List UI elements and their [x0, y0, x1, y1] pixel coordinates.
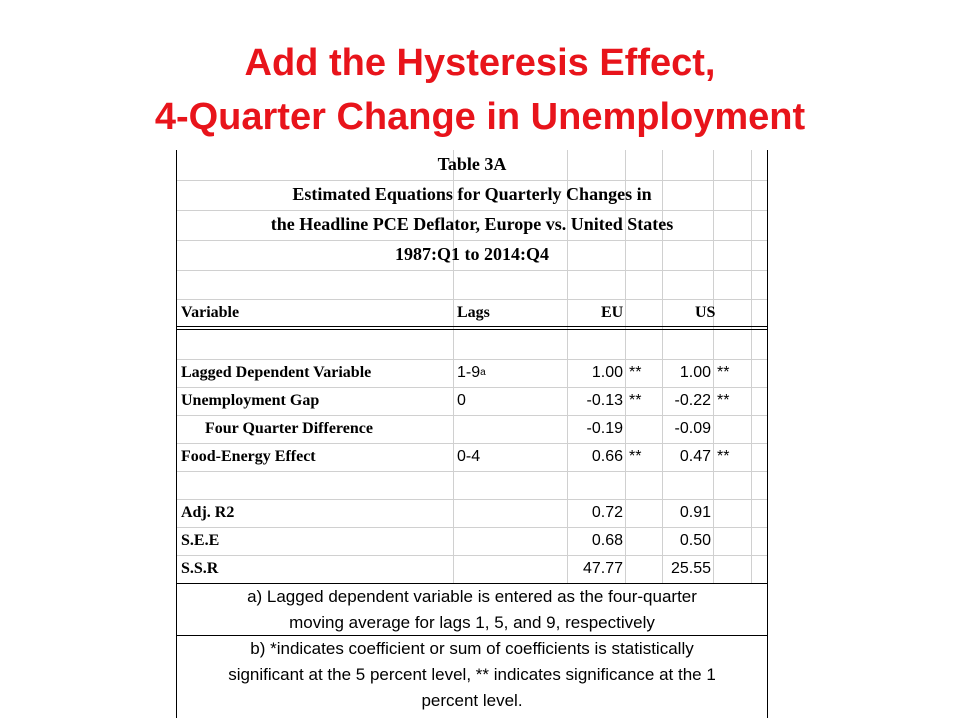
- header-rule-top: [177, 326, 767, 327]
- stat-row: [177, 499, 767, 527]
- stat-eu-value: 47.77: [582, 560, 623, 577]
- row-us-significance: **: [717, 392, 730, 409]
- stat-us-value: 0.50: [679, 532, 711, 549]
- gridline-row: [177, 471, 767, 472]
- gridline-row: [177, 240, 767, 241]
- row-eu-significance: **: [629, 448, 642, 465]
- row-eu-value: -0.19: [586, 420, 623, 437]
- col-header-lags: Lags: [457, 304, 490, 321]
- table-caption: Table 3A: [437, 154, 507, 174]
- footnote-a-line-2: moving average for lags 1, 5, and 9, respectively: [289, 613, 655, 632]
- table-heading-line-1: Estimated Equations for Quarterly Changes in: [292, 184, 652, 204]
- footnote-b-line-2: significant at the 5 percent level, ** indicates significance at the 1: [228, 665, 716, 684]
- regression-table: [176, 150, 768, 718]
- footnote-a: [177, 584, 767, 636]
- row-us-significance: **: [717, 364, 730, 381]
- row-eu-value: 1.00: [591, 364, 623, 381]
- footnote-b: [177, 636, 767, 714]
- row-variable: Unemployment Gap: [181, 392, 320, 409]
- col-header-us: US: [695, 304, 716, 321]
- slide-title: [0, 36, 960, 144]
- footnote-b-line-1: b) *indicates coefficient or sum of coefficients is statistically: [250, 639, 694, 658]
- row-eu-significance: **: [629, 364, 642, 381]
- table-row: [177, 415, 767, 443]
- footnote-a-line-1: a) Lagged dependent variable is entered as the four-quarter: [247, 587, 697, 606]
- stat-us-value: 25.55: [670, 560, 711, 577]
- row-lags: 0: [457, 392, 466, 409]
- gridline-row: [177, 180, 767, 181]
- stat-label: Adj. R2: [181, 504, 235, 521]
- stat-us-value: 0.91: [679, 504, 711, 521]
- column-header-row: [177, 300, 767, 326]
- table-heading-line-2: the Headline PCE Deflator, Europe vs. United States: [270, 214, 674, 234]
- stat-row: [177, 527, 767, 555]
- row-us-significance: **: [717, 448, 730, 465]
- slide-title-line-2: 4-Quarter Change in Unemployment: [154, 96, 806, 138]
- row-lags: 1-9 a: [457, 364, 486, 381]
- col-header-variable: Variable: [181, 304, 240, 321]
- row-lags: 0-4: [457, 448, 481, 465]
- stat-label: S.E.E: [181, 532, 220, 549]
- gridline-row: [177, 210, 767, 211]
- slide-title-line-1: Add the Hysteresis Effect,: [244, 42, 716, 84]
- table-row: [177, 387, 767, 415]
- stat-eu-value: 0.68: [591, 532, 623, 549]
- stat-row: [177, 555, 767, 583]
- col-header-eu: EU: [601, 304, 624, 321]
- row-us-value: -0.22: [674, 392, 711, 409]
- stat-label: S.S.R: [181, 560, 219, 577]
- row-variable: Four Quarter Difference: [205, 420, 373, 437]
- row-us-value: -0.09: [674, 420, 711, 437]
- row-eu-significance: **: [629, 392, 642, 409]
- row-us-value: 0.47: [679, 448, 711, 465]
- row-variable: Lagged Dependent Variable: [181, 364, 372, 381]
- row-us-value: 1.00: [679, 364, 711, 381]
- row-variable: Food-Energy Effect: [181, 448, 316, 465]
- header-rule-bottom: [177, 329, 767, 330]
- table-row: [177, 359, 767, 387]
- row-eu-value: 0.66: [591, 448, 623, 465]
- footnote-b-line-3: percent level.: [421, 691, 523, 710]
- row-lags-value: 1-9: [457, 364, 481, 381]
- gridline-row: [177, 270, 767, 271]
- table-period: 1987:Q1 to 2014:Q4: [395, 244, 549, 264]
- stat-eu-value: 0.72: [591, 504, 623, 521]
- row-eu-value: -0.13: [586, 392, 623, 409]
- table-row: [177, 443, 767, 471]
